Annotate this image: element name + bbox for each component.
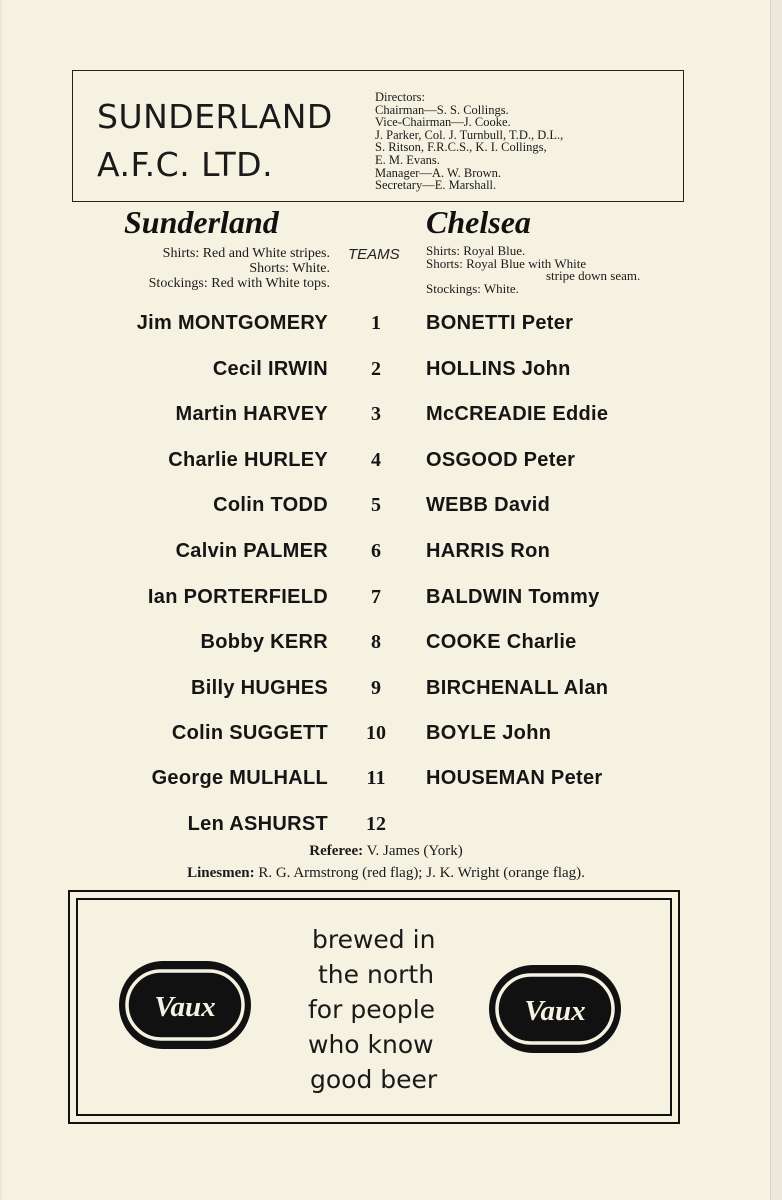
vaux-logo-text: Vaux: [154, 991, 216, 1023]
referee-line: [2, 843, 770, 860]
club-name: [97, 93, 333, 189]
away-player: WEBB David: [426, 494, 551, 516]
away-player: BIRCHENALL Alan: [426, 677, 609, 699]
directors-line: Chairman—S. S. Collings.: [375, 102, 509, 117]
away-player: COOKE Charlie: [426, 631, 577, 653]
vaux-logo-right: [488, 964, 622, 1054]
home-kit-line: Shorts: White.: [249, 261, 330, 276]
home-player: Jim MONTGOMERY: [136, 312, 328, 334]
teams-label: TEAMS: [348, 246, 400, 263]
shirt-number: 2: [371, 358, 381, 380]
away-player: BOYLE John: [426, 722, 552, 744]
vaux-logo-left: [118, 960, 252, 1050]
slogan-line: the north: [318, 960, 435, 989]
lineup-row: [2, 494, 770, 524]
home-player: Charlie HURLEY: [168, 449, 328, 471]
home-player: Billy HUGHES: [191, 677, 328, 699]
referee-name: V. James (York): [366, 843, 463, 859]
away-player: OSGOOD Peter: [426, 449, 576, 471]
lineup-row: [2, 586, 770, 616]
shirt-number: 11: [366, 767, 386, 789]
shirt-number: 6: [371, 540, 381, 562]
directors-line: Manager—A. W. Brown.: [375, 165, 502, 180]
lineup-row: [2, 767, 770, 797]
linesmen-label: Linesmen:: [187, 865, 255, 881]
shirt-number: 1: [371, 312, 381, 334]
home-player: Colin SUGGETT: [171, 722, 328, 744]
slogan-line: who know: [308, 1030, 434, 1059]
shirt-number: 3: [371, 403, 381, 425]
directors-list: [375, 91, 563, 192]
club-name-line1: SUNDERLAND: [97, 97, 333, 136]
shirt-number: 10: [366, 722, 386, 744]
away-kit-line: stripe down seam.: [546, 268, 641, 283]
home-kit-line: Shirts: Red and White stripes.: [162, 246, 330, 261]
referee-label: Referee:: [309, 843, 364, 859]
home-player: Martin HARVEY: [175, 403, 328, 425]
advert-inner-frame: [76, 898, 672, 1116]
directors-line: Secretary—E. Marshall.: [375, 178, 497, 193]
away-kit-line: Stockings: White.: [426, 280, 519, 296]
directors-line: Vice-Chairman—J. Cooke.: [375, 115, 511, 130]
home-player: Calvin PALMER: [175, 540, 328, 562]
shirt-number: 5: [371, 494, 381, 516]
away-player: BALDWIN Tommy: [426, 586, 600, 608]
directors-line: Directors:: [375, 90, 425, 104]
lineup-row: [2, 540, 770, 570]
home-player: Len ASHURST: [187, 813, 328, 835]
vaux-logo-text: Vaux: [524, 995, 586, 1027]
slogan-line: for people: [308, 995, 436, 1024]
lineup-row: [2, 312, 770, 342]
directors-line: J. Parker, Col. J. Turnbull, T.D., D.L.,: [375, 127, 564, 142]
linesmen-names: R. G. Armstrong (red flag); J. K. Wright (orange flag).: [258, 865, 585, 881]
home-kit-line: Stockings: Red with White tops.: [148, 276, 330, 291]
vaux-advert: [68, 890, 680, 1124]
programme-page: [2, 0, 771, 1200]
shirt-number: 9: [371, 677, 381, 699]
home-kit: [149, 246, 330, 291]
lineup-row: [2, 813, 770, 843]
shirt-number: 7: [371, 586, 381, 608]
lineup-row: [2, 677, 770, 707]
lineup-row: [2, 358, 770, 388]
directors-line: E. M. Evans.: [375, 152, 440, 167]
away-player: McCREADIE Eddie: [426, 403, 609, 425]
home-player: Colin TODD: [213, 494, 328, 516]
away-kit: [426, 245, 640, 295]
club-name-line2: A.F.C. LTD.: [97, 144, 274, 184]
away-player: HOUSEMAN Peter: [426, 767, 603, 789]
away-player: BONETTI Peter: [426, 312, 574, 334]
slogan-line: good beer: [310, 1065, 438, 1094]
away-kit-line: Shirts: Royal Blue.: [426, 243, 526, 258]
away-team-name: Chelsea: [426, 204, 531, 240]
away-player: HOLLINS John: [426, 358, 571, 380]
home-player: Cecil IRWIN: [212, 358, 328, 380]
directors-line: S. Ritson, F.R.C.S., K. I. Collings,: [375, 140, 547, 155]
home-player: Bobby KERR: [200, 631, 328, 653]
lineup-row: [2, 449, 770, 479]
shirt-number: 4: [371, 449, 381, 471]
home-player: Ian PORTERFIELD: [147, 586, 328, 608]
club-header-box: [72, 70, 684, 202]
home-player: George MULHALL: [151, 767, 328, 789]
shirt-number: 12: [366, 813, 386, 835]
lineup-row: [2, 631, 770, 661]
linesmen-line: [2, 865, 770, 882]
shirt-number: 8: [371, 631, 381, 653]
advert-slogan: [308, 922, 437, 1097]
away-kit-line: Shorts: Royal Blue with White: [426, 255, 587, 271]
lineup-row: [2, 403, 770, 433]
home-team-name: Sunderland: [124, 204, 279, 240]
slogan-line: brewed in: [312, 925, 436, 954]
lineup-row: [2, 722, 770, 752]
away-player: HARRIS Ron: [426, 540, 551, 562]
